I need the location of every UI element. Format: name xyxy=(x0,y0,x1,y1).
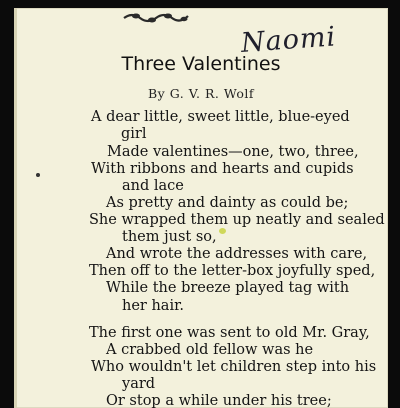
poem-line: and lace xyxy=(122,178,184,194)
poem-line: A dear little, sweet little, blue-eyed xyxy=(91,109,350,125)
newspaper-clipping xyxy=(14,8,388,408)
poem-line: Then off to the letter-box joyfully sped, xyxy=(89,263,376,279)
poem-line: While the breeze played tag with xyxy=(106,280,350,296)
poem-line: She wrapped them up neatly and sealed xyxy=(89,212,385,228)
poem-byline: By G. V. R. Wolf xyxy=(147,86,254,101)
poem-line: As pretty and dainty as could be; xyxy=(106,195,349,211)
poem-line: And wrote the addresses with care, xyxy=(106,246,368,262)
poem-line: A crabbed old fellow was he xyxy=(106,342,314,358)
poem-title: Three Valentines xyxy=(121,53,281,75)
ornament-flourish xyxy=(122,10,197,24)
poem-line: girl xyxy=(121,126,147,142)
poem-line: them just so, xyxy=(122,229,217,245)
handwritten-name: Naomi xyxy=(240,21,338,59)
poem-line: Who wouldn't let children step into his xyxy=(91,359,377,375)
poem-line: Or stop a while under his tree; xyxy=(106,393,332,408)
paper-stain xyxy=(219,228,226,234)
poem-line: yard xyxy=(122,376,156,392)
poem-line: The first one was sent to old Mr. Gray, xyxy=(89,325,370,341)
poem-line: her hair. xyxy=(122,298,185,314)
ink-speck xyxy=(36,173,40,177)
poem-line: Made valentines—one, two, three, xyxy=(107,144,359,160)
poem-line: With ribbons and hearts and cupids xyxy=(91,161,354,177)
